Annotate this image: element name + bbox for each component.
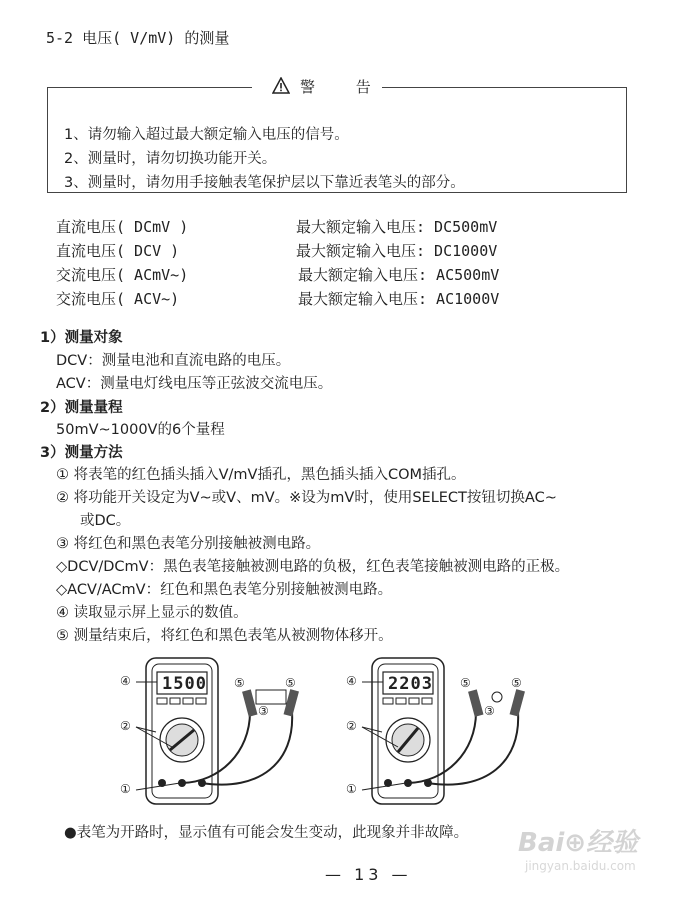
spec-rating: 最大额定输入电压: AC1000V xyxy=(298,290,500,308)
spec-rating: 最大额定输入电压: DC500mV xyxy=(296,218,498,236)
method-step: ◇ACV/ACmV：红色和黑色表笔分别接触被测电路。 xyxy=(56,582,393,598)
warning-item: 1、请勿输入超过最大额定输入电压的信号。 xyxy=(64,127,349,143)
method-step: ◇DCV/DCmV：黑色表笔接触被测电路的负极，红色表笔接触被测电路的正极。 xyxy=(56,559,570,575)
watermark-logo: Bai⊕经验 xyxy=(518,828,639,858)
section-heading: 2）测量量程 xyxy=(40,400,123,416)
spec-mode: 交流电压( ACmV~) xyxy=(56,266,189,284)
method-step: ① 将表笔的红色插头插入V/mV插孔，黑色插头插入COM插孔。 xyxy=(56,467,466,483)
spec-mode: 交流电压( ACV~) xyxy=(56,290,180,308)
callout: ② xyxy=(346,719,357,733)
callout: ⑤ xyxy=(285,676,296,690)
section-heading: 3）测量方法 xyxy=(40,445,123,461)
section-heading: 1）测量对象 xyxy=(40,330,123,346)
method-step: ② 将功能开关设定为V~或V、mV。※设为mV时，使用SELECT按钮切换AC~ xyxy=(56,490,557,506)
figure-left-multimeter xyxy=(110,652,340,810)
spec-mode: 直流电压( DCmV ) xyxy=(56,218,189,236)
spec-rating: 最大额定输入电压: AC500mV xyxy=(298,266,500,284)
method-step: ③ 将红色和黑色表笔分别接触被测电路。 xyxy=(56,536,321,552)
callout: ① xyxy=(120,782,131,796)
right-display-value: 2203 xyxy=(388,674,433,694)
warning-item: 2、测量时，请勿切换功能开关。 xyxy=(64,151,277,167)
section-line: DCV：测量电池和直流电路的电压。 xyxy=(56,353,291,369)
method-step: ④ 读取显示屏上显示的数值。 xyxy=(56,605,248,621)
spec-mode: 直流电压( DCV ) xyxy=(56,242,180,260)
left-display-value: 1500 xyxy=(162,674,207,694)
callout: ⑤ xyxy=(460,676,471,690)
spec-rating: 最大额定输入电压: DC1000V xyxy=(296,242,498,260)
section-line: 50mV~1000V的6个量程 xyxy=(56,422,225,438)
section-line: ACV：测量电灯线电压等正弦波交流电压。 xyxy=(56,376,333,392)
method-step: 或DC。 xyxy=(80,513,131,529)
callout: ③ xyxy=(258,704,269,718)
page-number: — 13 — xyxy=(325,865,412,884)
callout: ④ xyxy=(346,674,357,688)
callout: ⑤ xyxy=(511,676,522,690)
watermark-url: jingyan.baidu.com xyxy=(525,859,636,873)
callout: ③ xyxy=(484,704,495,718)
warning-heading: 警 告 xyxy=(300,78,389,96)
callout: ② xyxy=(120,719,131,733)
warning-icon xyxy=(272,77,290,98)
callout: ⑤ xyxy=(234,676,245,690)
callout: ① xyxy=(346,782,357,796)
figure-right-multimeter xyxy=(336,652,566,810)
callout: ④ xyxy=(120,674,131,688)
warning-item: 3、测量时，请勿用手接触表笔保护层以下靠近表笔头的部分。 xyxy=(64,175,465,191)
method-step: ⑤ 测量结束后，将红色和黑色表笔从被测物体移开。 xyxy=(56,628,393,644)
page-title: 5-2 电压( V/mV) 的测量 xyxy=(46,29,230,47)
note: ●表笔为开路时，显示值有可能会发生变动，此现象并非故障。 xyxy=(64,825,469,841)
